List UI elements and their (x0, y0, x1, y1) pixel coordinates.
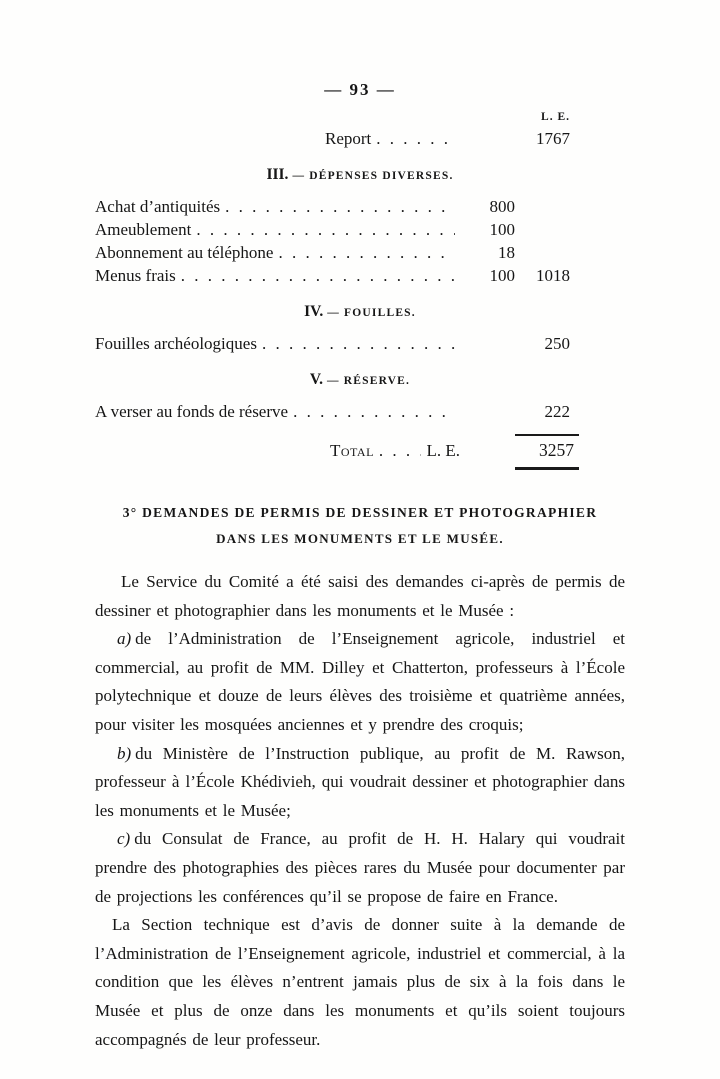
dot-leader (379, 439, 422, 462)
dot-leader (376, 127, 455, 150)
row-label: A verser au fonds de réserve (95, 402, 289, 421)
article-heading (95, 505, 625, 547)
paragraph (95, 911, 625, 1054)
row-label: Ameublement (95, 220, 192, 239)
currency-header: L. E. (541, 111, 570, 123)
row-total: 222 (544, 402, 570, 421)
section-title: — DÉPENSES DIVERSES. (292, 170, 454, 182)
currency-header-row (95, 110, 625, 124)
ledger-report-row (95, 127, 625, 150)
row-amount: 100 (489, 220, 515, 239)
total-currency-suffix: L. E. (426, 441, 460, 460)
paragraph (95, 568, 625, 625)
dot-leader (278, 241, 455, 264)
section-numeral: III. (266, 166, 289, 183)
dot-leader (196, 218, 455, 241)
row-label: Achat d’antiquités (95, 197, 221, 216)
paragraph-lead: c) (117, 829, 131, 849)
dot-leader (293, 400, 455, 423)
section-numeral: IV. (304, 303, 324, 320)
article-body (95, 568, 625, 1054)
paragraph-text: Le Service du Comité a été saisi des demandes ci-après de permis de dessiner et photographier dans les monuments et le Musée : (95, 572, 625, 620)
row-total: 250 (544, 334, 570, 353)
section-title: — RÉSERVE. (326, 375, 411, 387)
row-label: Fouilles archéologiques (95, 334, 257, 353)
article-heading-line1: 3° DEMANDES DE PERMIS DE DESSINER ET PHOTOGRAPHIER (122, 505, 598, 520)
ledger-row (95, 400, 625, 423)
total-label: Total (330, 441, 374, 460)
ledger-row (95, 241, 625, 264)
section-heading-depenses (95, 165, 625, 186)
row-total: 1018 (536, 266, 570, 285)
section-heading-reserve (95, 370, 625, 391)
section-numeral: V. (309, 371, 323, 388)
report-label: Report (325, 129, 372, 148)
paragraph (95, 740, 625, 826)
row-amount: 18 (498, 243, 515, 262)
section-title: — FOUILLES. (327, 307, 416, 319)
paragraph-lead: a) (117, 629, 132, 649)
ledger-row (95, 195, 625, 218)
paragraph-text: La Section technique est d’avis de donner suite à la demande de l’Administration de l’Enseignement agricole, industriel et commercial, à la condition que les élèves n’entrent jamais plus de six à la fois dans le Musée et plus de onze dans les monuments et qu’ils soient toujours accompagnés de leur professeur. (95, 915, 625, 1049)
ledger-row (95, 332, 625, 355)
section-heading-fouilles (95, 302, 625, 323)
row-label: Menus frais (95, 266, 176, 285)
paragraph-lead: b) (117, 743, 132, 763)
paragraph-text: du Consulat de France, au profit de H. H. Halary qui voudrait prendre des photographies des pièces rares du Musée pour documenter par de projections les conférences qu’il se propose de faire en France. (95, 829, 625, 906)
dot-leader (225, 195, 455, 218)
dot-leader (262, 332, 455, 355)
ledger-row (95, 218, 625, 241)
article-heading-line2: DANS LES MONUMENTS ET LE MUSÉE. (216, 531, 504, 546)
paragraph-text: de l’Administration de l’Enseignement agricole, industriel et commercial, au profit de MM. Dilley et Chatterton, professeurs à l’École polytechnique et douze de leurs élèves des troisième et quatrième années, pour visiter les mosquées anciennes et y prendre des croquis; (95, 629, 625, 734)
ledger-row (95, 264, 625, 287)
report-total: 1767 (536, 129, 570, 148)
row-amount: 100 (489, 266, 515, 285)
page-number: — 93 — (324, 80, 396, 99)
paragraph (95, 625, 625, 739)
paragraph-text: du Ministère de l’Instruction publique, au profit de M. Rawson, professeur à l’École Khédivieh, qui voudrait dessiner et photographier dans les monuments et le Musée; (95, 743, 625, 820)
row-amount: 800 (489, 197, 515, 216)
grand-total-value: 3257 (515, 434, 579, 470)
ledger-total-row (95, 434, 625, 470)
paragraph (95, 825, 625, 911)
row-label: Abonnement au téléphone (95, 243, 274, 262)
ledger-table (95, 110, 625, 470)
dot-leader (181, 264, 455, 287)
